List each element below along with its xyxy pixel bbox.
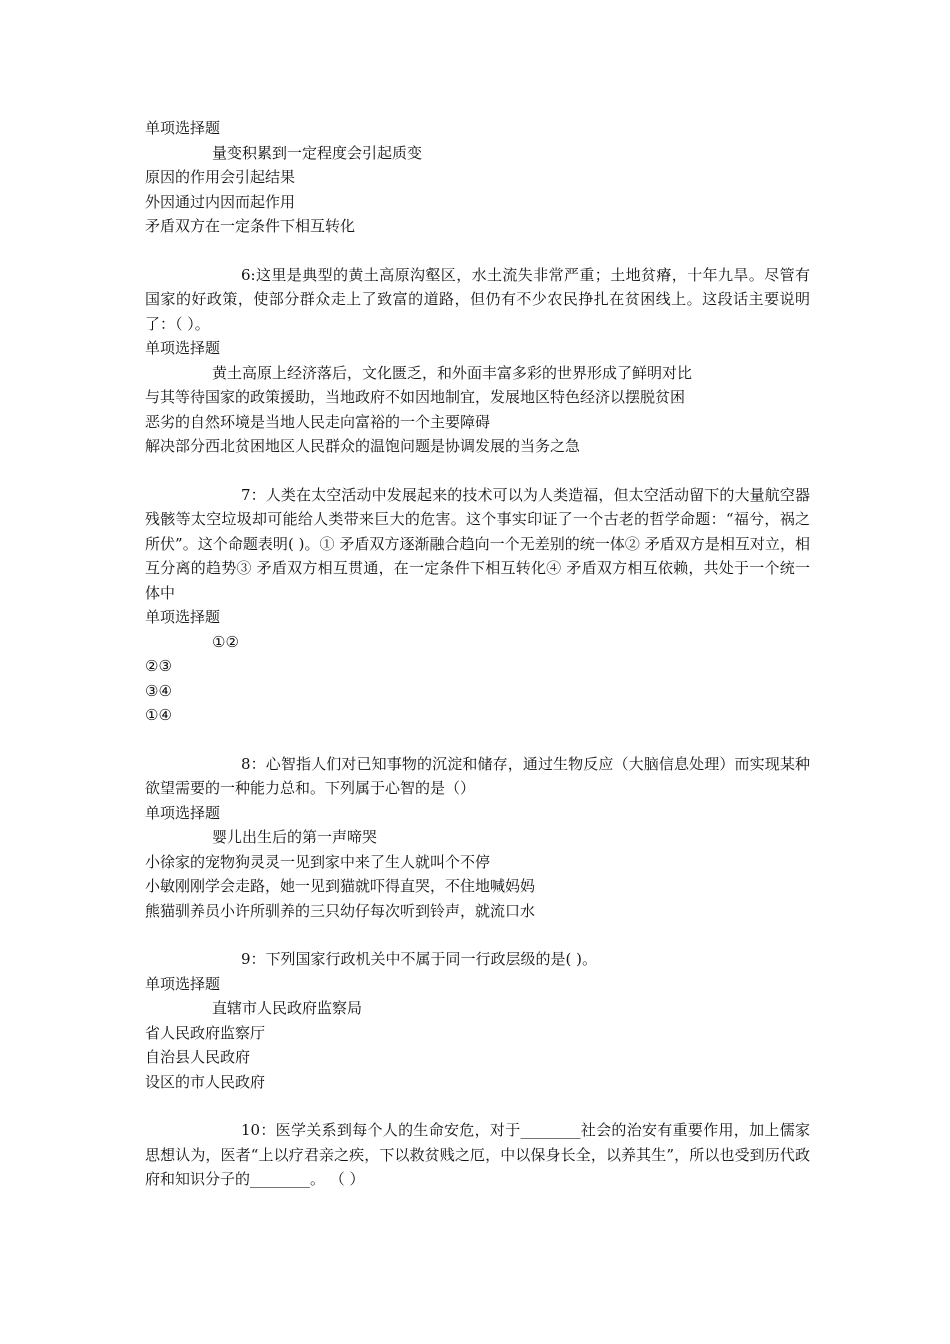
option-d: ①④ [145,706,172,724]
question-type: 单项选择题 [145,803,221,822]
question-stem: 8：心智指人们对已知事物的沉淀和储存，通过生物反应（大脑信息处理）而实现某种欲望需要的一种能力总和。下列属于心智的是（） [145,754,810,797]
option-a: 量变积累到一定程度会引起质变 [212,143,423,162]
question-stem: 6:这里是典型的黄土高原沟壑区，水土流失非常严重；土地贫瘠，十年九旱。尽管有国家的好政策，使部分群众走上了致富的道路，但仍有不少农民挣扎在贫困线上。这段话主要说明了：（ ）。 [145,265,810,333]
option-a: ①② [212,632,239,651]
option-d: 解决部分西北贫困地区人民群众的温饱问题是协调发展的当务之急 [145,437,581,455]
option-a: 婴儿出生后的第一声啼哭 [212,828,378,846]
option-c: 小敏刚刚学会走路，她一见到猫就吓得直哭，不住地喊妈妈 [145,877,536,895]
document-page [145,116,810,1216]
question-8 [145,752,810,924]
question-9 [145,947,810,1094]
question-stem: 10：医学关系到每个人的生命安危，对于________社会的治安有重要作用，加上儒家思想认为，医者“上以疗君亲之疾，下以救贫贱之厄，中以保身长全，以养其生”，所以也受到历代政府和知识分子的________。 （ ） [145,1121,810,1188]
option-a: 黄土高原上经济落后，文化匮乏，和外面丰富多彩的世界形成了鲜明对比 [212,363,693,382]
option-d: 熊猫驯养员小许所驯养的三只幼仔每次听到铃声，就流口水 [145,901,536,920]
option-c: 自治县人民政府 [145,1048,251,1066]
option-b: 原因的作用会引起结果 [145,168,296,186]
question-6 [145,263,810,459]
option-b: 小徐家的宠物狗灵灵一见到家中来了生人就叫个不停 [145,852,491,871]
option-a: 直辖市人民政府监察局 [212,999,363,1017]
option-b: 与其等待国家的政策援助，当地政府不如因地制宜，发展地区特色经济以摆脱贫困 [145,388,686,406]
question-type: 单项选择题 [145,608,221,626]
question-stem: 9：下列国家行政机关中不属于同一行政层级的是( )。 [241,950,598,968]
option-c: 恶劣的自然环境是当地人民走向富裕的一个主要障碍 [145,412,491,431]
option-b: ②③ [145,657,172,675]
question-stem: 7：人类在太空活动中发展起来的技术可以为人类造福，但太空活动留下的大量航空器残骸等太空垃圾却可能给人类带来巨大的危害。这个事实印证了一个古老的哲学命题：“福兮，祸之所伏”。这个命题表明( )。① 矛盾双方逐渐融合趋向一个无差别的统一体② 矛盾双方是相互对立，相互分离的趋势③ 矛盾双方相互贯通，在一定条件下相互转化④ 矛盾双方相互依赖，共处于一个统一体中 [145,485,810,602]
option-d: 设区的市人民政府 [145,1072,266,1091]
question-7 [145,483,810,728]
question-5-tail [145,116,810,239]
question-type: 单项选择题 [145,119,221,137]
question-10 [145,1118,810,1192]
option-b: 省人民政府监察厅 [145,1023,266,1042]
option-c: 外因通过内因而起作用 [145,192,296,211]
option-d: 矛盾双方在一定条件下相互转化 [145,217,356,235]
question-type: 单项选择题 [145,339,221,357]
question-type: 单项选择题 [145,974,221,993]
option-c: ③④ [145,681,172,700]
